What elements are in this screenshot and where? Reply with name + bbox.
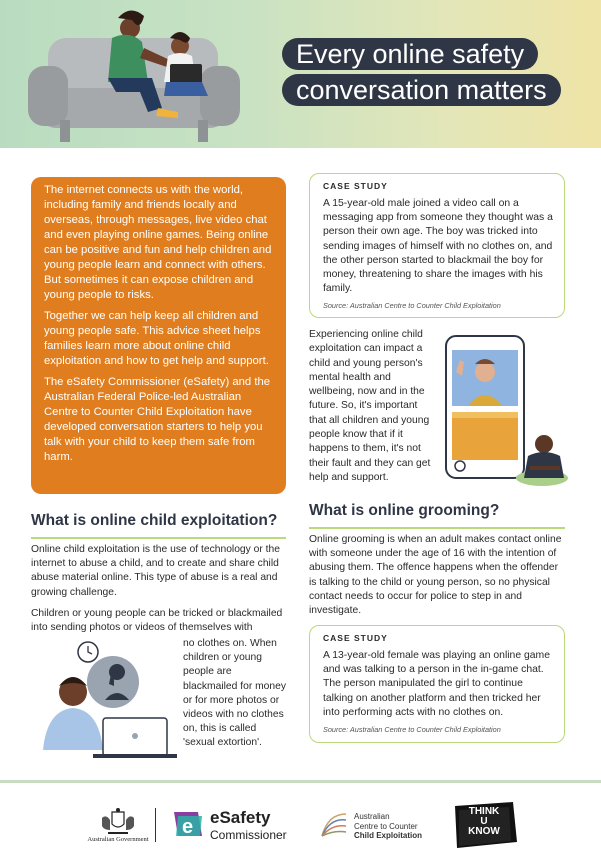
heading-underline	[31, 537, 286, 539]
intro-paragraph-1: The internet connects us with the world, including family and friends locally and overseas, through messages, live video chat and even playing online games. Being online can be positive and fun and help children and young people learn and connect with others. But sometimes it can expose children and young people to risks.	[44, 184, 272, 301]
case-study-label: CASE STUDY	[323, 633, 388, 643]
accce-name: Australian Centre to Counter Child Exploitation	[354, 812, 422, 840]
phone-video-call-illustration	[432, 332, 572, 492]
accce-fan-icon	[318, 808, 350, 840]
grooming-heading: What is online grooming?	[309, 502, 500, 519]
exploitation-paragraph-1: Online child exploitation is the use of technology or the internet to abuse a child, and to create and share child abuse material online. This type of abuse is a real and growing challenge.	[31, 544, 280, 598]
case-study-source: Source: Australian Centre to Counter Child Exploitation	[323, 725, 501, 735]
logo-divider	[155, 808, 156, 842]
exploitation-paragraph-3: no clothes on. When children or young people are blackmailed for money or for more photos or videos with no clothes on, this is called 'sexual extortion'.	[183, 638, 287, 749]
svg-text:e: e	[182, 816, 194, 838]
experiencing-text: Experiencing online child exploitation can impact a child and young person's mental health and wellbeing, now and in the future. So, it's important that all children and young people know that if it happens to them, it's not their fault and they can get help and support.	[309, 329, 431, 483]
thinkuknow-logo	[449, 800, 519, 850]
intro-paragraph-2: Together we can help keep all children and young people safe. This advice sheet helps families learn more about online child exploitation and how to get help and support.	[44, 310, 269, 367]
esafety-name: eSafety	[210, 808, 271, 827]
australian-government-logo	[80, 808, 156, 844]
case-study-text: A 13-year-old female was playing an online game and was talking to a person in the in-game chat. The person manipulated the girl to continue talking on another platform and then tricked her into performing acts with no clothes on.	[323, 650, 550, 718]
thinkuknow-text: THINK U KNOW	[468, 806, 500, 837]
esafety-e-icon	[170, 806, 206, 842]
title-line-2: conversation matters	[282, 74, 561, 106]
intro-paragraph-3: The eSafety Commissioner (eSafety) and the Australian Federal Police-led Australian Centre to Counter Child Exploitation have developed conversation starters to help you talk with your child to keep them safe from harm.	[44, 376, 271, 463]
case-study-1	[309, 173, 565, 318]
accce-logo	[318, 808, 438, 846]
case-study-text: A 15-year-old male joined a video call on a messaging app from someone they thought was a person their own age. The boy was tricked into sending images of himself with no clothes on, and the other person started to blackmail the boy for money, threatening to share the images with his family.	[323, 198, 553, 295]
child-laptop-illustration	[33, 640, 183, 760]
intro-box	[31, 177, 286, 494]
footer-divider	[0, 780, 601, 783]
heading-underline	[309, 527, 565, 529]
case-study-source: Source: Australian Centre to Counter Child Exploitation	[323, 301, 501, 311]
esafety-logo	[170, 806, 300, 846]
grooming-paragraph-1: Online grooming is when an adult makes contact online with someone under the age of 16 with the intention of abusing them. The offence happens when the offender is talking to the child or young person, so no physical contact needs to occur for police to step in and investigate.	[309, 534, 562, 617]
gov-label: Australian Government	[87, 836, 149, 843]
esafety-subtitle: Commissioner	[210, 828, 287, 842]
case-study-label: CASE STUDY	[323, 181, 388, 191]
header-banner	[0, 0, 601, 148]
coat-of-arms-icon	[98, 808, 138, 836]
exploitation-heading: What is online child exploitation?	[31, 512, 278, 529]
exploitation-paragraph-2: Children or young people can be tricked or blackmailed into sending photos or videos of themselves with	[31, 608, 283, 634]
case-study-2	[309, 625, 565, 743]
page-title	[282, 38, 561, 110]
title-line-1: Every online safety	[282, 38, 538, 70]
family-illustration	[20, 8, 250, 148]
